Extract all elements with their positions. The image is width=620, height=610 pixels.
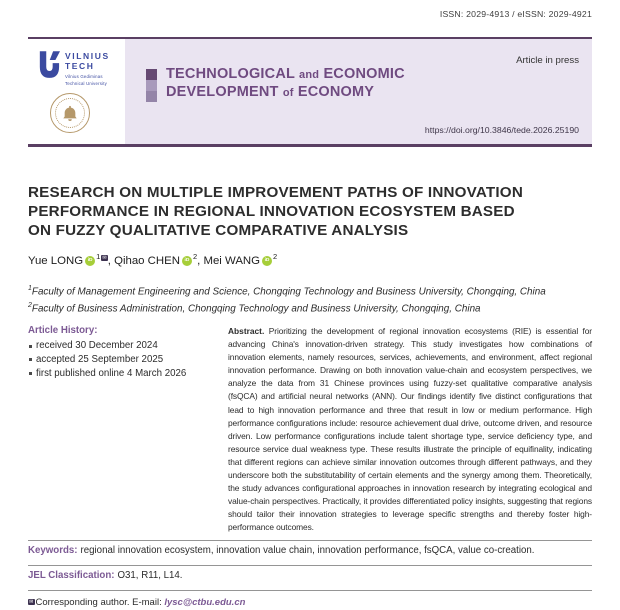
vilnius-tech-logo bbox=[38, 51, 110, 86]
article-title bbox=[28, 184, 594, 240]
author-line bbox=[28, 252, 277, 267]
lower-content bbox=[28, 325, 592, 608]
corresponding-author-email-link[interactable]: lysc@ctbu.edu.cn bbox=[164, 596, 246, 608]
journal-title-line2: DEVELOPMENT of ECONOMY bbox=[166, 84, 375, 100]
jel-text: O31, R11, L14. bbox=[117, 569, 183, 581]
issn-line: ISSN: 2029-4913 / eISSN: 2029-4921 bbox=[439, 9, 592, 19]
author-1-name: Yue LONG bbox=[28, 254, 84, 267]
square-bullet-icon bbox=[29, 358, 32, 361]
author-1 bbox=[28, 252, 108, 267]
corresponding-author-note bbox=[28, 597, 592, 608]
affiliation-2: $^2$Faculty of Business Administration, Chongqing Technology and Business University, Chongqing, China bbox=[28, 302, 481, 315]
journal-title bbox=[166, 66, 405, 102]
square-bullet-icon bbox=[29, 345, 32, 348]
affiliation-1: $^1$Faculty of Management Engineering and Science, Chongqing Technology and Business University, Chongqing, China bbox=[28, 285, 546, 298]
author-3-affiliation-sup: 2 bbox=[273, 252, 278, 261]
article-history-label: Article History: bbox=[28, 325, 98, 336]
abstract bbox=[228, 325, 592, 535]
jel-line bbox=[28, 566, 592, 585]
logo-name-line2: TECH bbox=[65, 60, 95, 71]
logo-subtext-line2: Technical University bbox=[65, 81, 107, 86]
journal-title-line1: TECHNOLOGICAL and ECONOMIC bbox=[166, 66, 405, 82]
author-2 bbox=[114, 252, 198, 267]
square-bullet-icon bbox=[29, 372, 32, 375]
keywords-line bbox=[28, 541, 592, 560]
abstract-label: Abstract. bbox=[228, 326, 265, 336]
journal-title-block bbox=[146, 66, 405, 102]
author-separator: , bbox=[197, 254, 204, 267]
author-3 bbox=[203, 252, 278, 267]
corresponding-author-text: Corresponding author. E-mail: bbox=[35, 596, 165, 608]
author-separator: , bbox=[107, 254, 115, 267]
article-title-line3: ON FUZZY QUALITATIVE COMPARATIVE ANALYSIS bbox=[28, 221, 409, 239]
masthead-banner bbox=[125, 39, 592, 144]
logo-subtext-line1: Vilnius Gediminas bbox=[65, 73, 103, 79]
doi-link[interactable]: https://doi.org/10.3846/tede.2026.25190 bbox=[424, 125, 579, 135]
history-item-received: received 30 December 2024 bbox=[28, 339, 214, 353]
jel-label: JEL Classification: bbox=[28, 569, 115, 581]
keywords-text: regional innovation ecosystem, innovation value chain, innovation performance, fsQCA, value co-creation. bbox=[80, 544, 535, 556]
academy-seal-logo bbox=[50, 93, 90, 133]
journal-masthead bbox=[28, 37, 592, 147]
history-item-published: first published online 4 March 2026 bbox=[28, 367, 214, 381]
abstract-text: Prioritizing the development of regional innovation ecosystems (RIE) is essential for advancing China's innovation-driven strategy. This study investigates how combinations of innovation elements, namely resources, services, achievements, and environment, affect regional innovation performance. Drawing on both innovation value-chain and ecosystem perspectives, we analyze the data from 31 Chinese provinces using fuzzy-set qualitative comparative analysis (fsQCA) and artificial neural networks (ANN). Our findings identify five distinct configurations that lead to high innovation performance and three that result in low or medium performance. High performance configurations include: resource achievement dual drive, outcome driven, and resource driven. Low performance configurations include talent shortage type, service deficiency type, and resource service dual weakness type. These results illustrate the principle of equifinality, indicating that different regions can achieve similar innovation outcomes through different pathways, and they underscore both the substitutability of certain elements and the synergy among them. Theoretically, the study advances configurational approaches in innovation research by integrating ecological and value-chain perspectives. Practically, it provides differentiated policy insights, suggesting that regions should tailor their innovation strategies to leverage specific strengths and thereby foster high-performance outcomes. bbox=[228, 326, 592, 533]
vilnius-tech-wordmark bbox=[65, 51, 110, 86]
vilnius-tech-logo-icon bbox=[38, 51, 60, 84]
publisher-logo-zone bbox=[28, 39, 125, 144]
orcid-icon[interactable]: iD bbox=[85, 256, 95, 266]
keywords-label: Keywords: bbox=[28, 544, 78, 556]
author-3-name: Mei WANG bbox=[203, 254, 260, 267]
journal-logo-squares-icon bbox=[146, 69, 157, 102]
author-1-affiliation-sup: 1 bbox=[96, 252, 101, 261]
academy-seal-bell-icon bbox=[55, 98, 85, 128]
history-item-accepted: accepted 25 September 2025 bbox=[28, 353, 214, 367]
article-history bbox=[28, 325, 228, 535]
author-2-affiliation-sup: 2 bbox=[192, 252, 198, 261]
logo-name-line1: VILNIUS bbox=[65, 51, 110, 61]
affiliations bbox=[28, 282, 546, 316]
corresponding-author-envelope-icon: ✉ bbox=[102, 254, 107, 261]
article-title-line2: PERFORMANCE IN REGIONAL INNOVATION ECOSYSTEM BASED bbox=[28, 202, 515, 220]
envelope-icon: ✉ bbox=[29, 598, 34, 605]
orcid-icon[interactable]: iD bbox=[262, 256, 272, 266]
article-in-press-label: Article in press bbox=[516, 55, 579, 66]
article-title-line1: RESEARCH ON MULTIPLE IMPROVEMENT PATHS OF INNOVATION bbox=[28, 184, 523, 201]
orcid-icon[interactable]: iD bbox=[182, 256, 192, 266]
author-2-name: Qihao CHEN bbox=[114, 254, 180, 267]
divider bbox=[28, 590, 592, 591]
